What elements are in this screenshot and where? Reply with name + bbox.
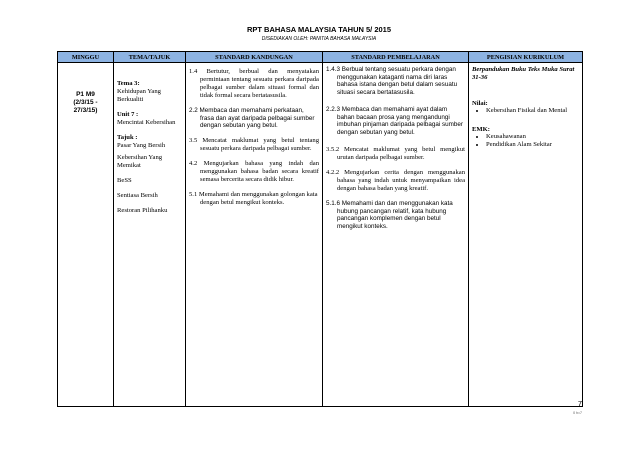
tema-text: Kehidupan Yang Berkualiti — [117, 88, 161, 103]
minggu-cell — [58, 63, 114, 407]
tajuk-item: Sentiasa Bersih — [117, 192, 158, 199]
list-item: • Pendidikan Alam Sekitar — [486, 141, 579, 150]
table-header-row — [58, 52, 583, 63]
header-pembelajaran: STANDARD PEMBELAJARAN — [323, 52, 469, 63]
kandungan-cell — [186, 63, 323, 407]
pembelajaran-item: 2.2.3 Membaca dan memahami ayat dalam bahan bacaan prosa yang mengandungi imbuhan pinjaman daripada pelbagai sumber dengan sebutan yang betul. — [326, 106, 464, 136]
pengisian-cell — [469, 63, 583, 407]
tajuk-label: Tajuk : — [117, 134, 138, 141]
kandungan-item: 2.2 Membaca dan memahami perkataan, frasa dan ayat daripada pelbagai sumber dengan sebutan yang betul. — [189, 107, 315, 129]
unit-text: Mencintai Kebersihan — [117, 119, 176, 126]
tajuk-item: Kebersihan Yang Memikat — [117, 154, 163, 169]
minggu-date-start: (2/3/15 - — [73, 99, 98, 106]
table-row — [58, 63, 583, 407]
tajuk-item: Restoran Pilihanku — [117, 207, 168, 214]
kandungan-item: 1.4 Bertutur, berbual dan menyatakan permintaan tentang sesuatu perkara daripada pelbagai sumber dalam situasi formal dan tidak formal secara bertatasusila. — [189, 68, 319, 99]
pembelajaran-item: 1.4.3 Berbual tentang sesuatu perkara dengan menggunakan kataganti nama diri laras bahasa istana dengan betul dalam sesuatu situasi secara bertatasusila. — [326, 66, 458, 96]
header-kandungan: STANDARD KANDUNGAN — [186, 52, 323, 63]
minggu-week: P1 M9 — [76, 91, 95, 98]
nilai-list — [472, 107, 579, 116]
tema-label: Tema 3: — [117, 80, 140, 87]
kandungan-item: 3.5 Mencatat maklumat yang betul tentang sesuatu perkara daripada pelbagai sumber. — [189, 136, 319, 152]
list-item: • Kebersihan Fisikal dan Mental — [486, 107, 579, 116]
emk-label: EMK: — [472, 125, 490, 133]
pengisian-heading: Berpandukan Buku Teks Muka Surat 31-36 — [472, 66, 575, 81]
header-pengisian: PENGISIAN KURIKULUM — [469, 52, 583, 63]
unit-label: Unit 7 : — [117, 111, 139, 118]
document-title: RPT BAHASA MALAYSIA TAHUN 5/ 2015 — [246, 25, 392, 34]
tema-cell — [114, 63, 186, 407]
pembelajaran-cell — [323, 63, 469, 407]
pembelajaran-item: 3.5.2 Mencatat maklumat yang betul mengikut urutan daripada pelbagai sumber. — [326, 146, 465, 161]
pembelajaran-item: 4.2.2 Mengujarkan cerita dengan menggunakan bahasa yang indah untuk menyampaikan idea dengan bahasa badan yang kreatif. — [326, 169, 465, 192]
nilai-label: Nilai: — [472, 100, 488, 107]
document-subtitle: DISEDIAKAN OLEH: PANITIA BAHASA MALAYSIA — [261, 36, 377, 42]
header-minggu: MINGGU — [58, 52, 114, 63]
kandungan-item: 5.1 Memahami dan menggunakan golongan kata dengan betul mengikut konteks. — [189, 190, 318, 206]
footer-note: 0 h=7 — [573, 411, 582, 415]
kandungan-item: 4.2 Mengujarkan bahasa yang indah dan menggunakan bahasa badan secara kreatif semasa bercerita secara didik hibur. — [189, 159, 319, 183]
emk-list — [472, 133, 579, 150]
minggu-date-end: 27/3/15) — [73, 107, 98, 114]
tajuk-item: BeSS — [117, 177, 132, 184]
rpt-table — [57, 51, 583, 407]
pembelajaran-item: 5.1.6 Memahami dan dan menggunakan kata hubung pancangan relatif, kata hubung pancangan komplemen dengan betul mengikut konteks. — [326, 200, 453, 230]
header-tema: TEMA/TAJUK — [114, 52, 186, 63]
page-number: 7 — [577, 399, 582, 408]
tajuk-item: Pasar Yang Bersih — [117, 142, 166, 149]
list-item: • Keusahawanan — [486, 133, 579, 142]
